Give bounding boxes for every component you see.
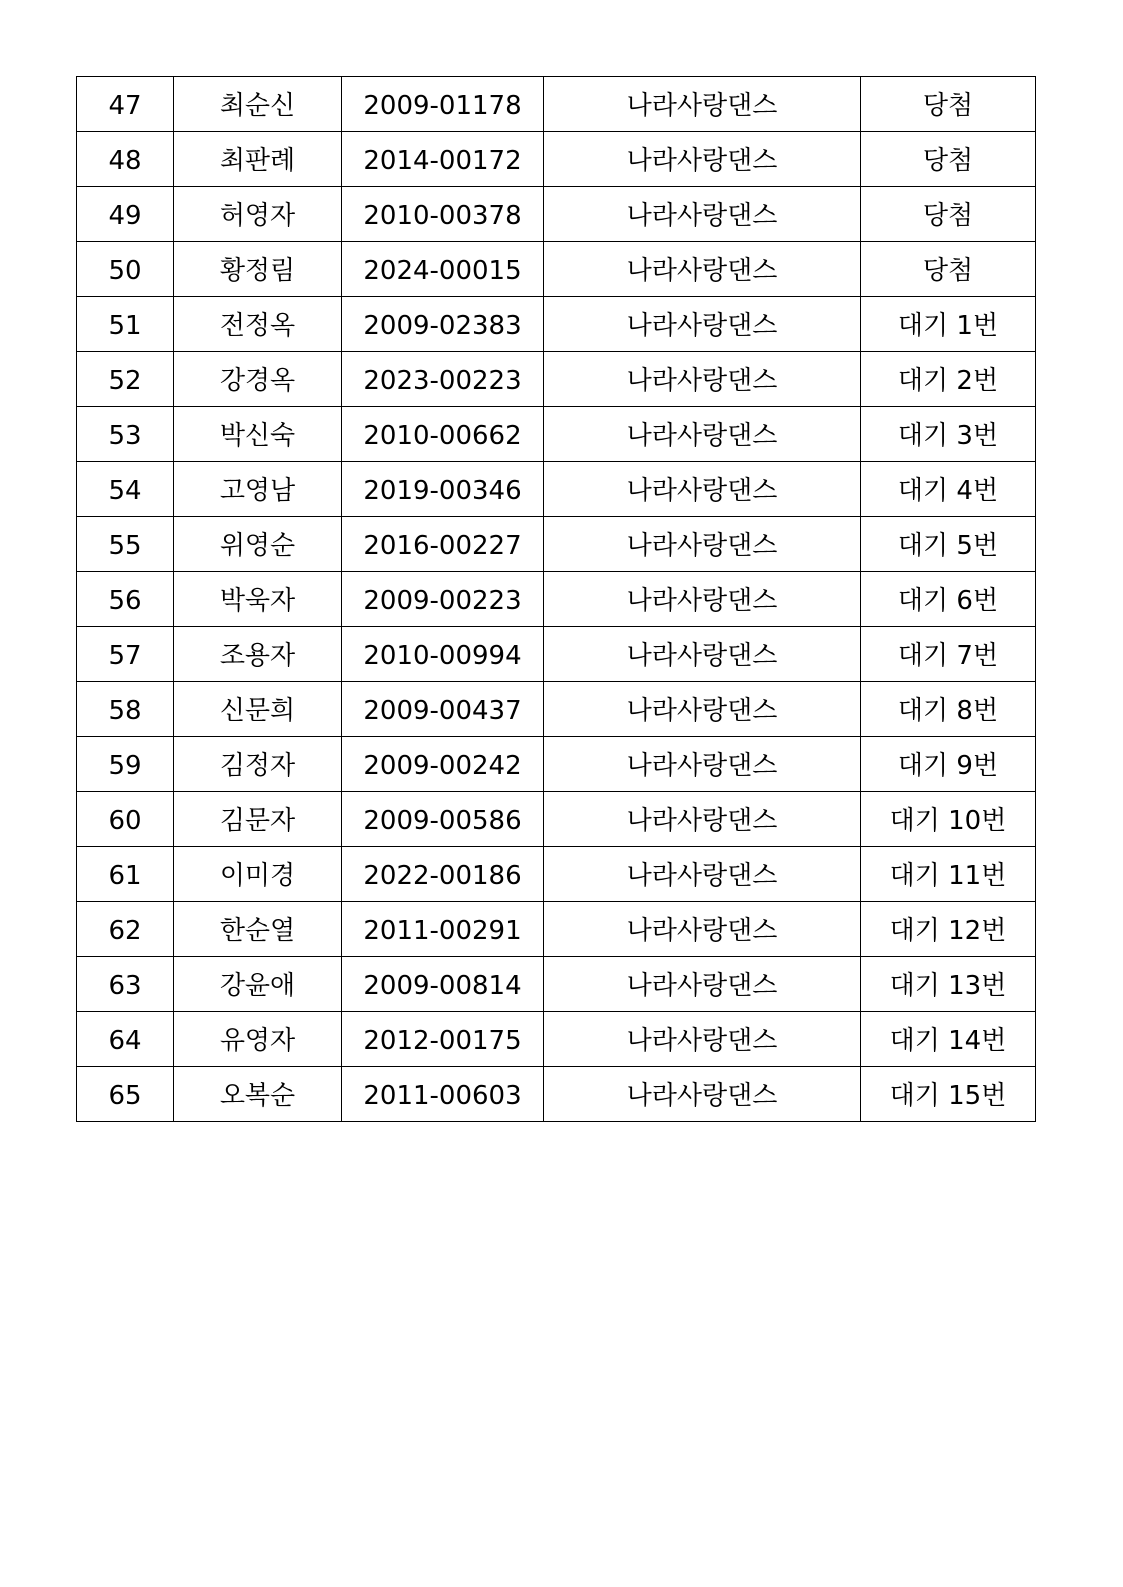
row-number-cell: 63 (77, 957, 174, 1012)
member-id-cell: 2010-00378 (342, 187, 544, 242)
member-id-cell: 2009-00814 (342, 957, 544, 1012)
row-number-cell: 65 (77, 1067, 174, 1122)
row-number-cell: 64 (77, 1012, 174, 1067)
applicant-name-cell: 강윤애 (174, 957, 342, 1012)
applicant-name-cell: 김정자 (174, 737, 342, 792)
member-id-cell: 2014-00172 (342, 132, 544, 187)
applicant-name-cell: 오복순 (174, 1067, 342, 1122)
row-number-cell: 57 (77, 627, 174, 682)
program-name-cell: 나라사랑댄스 (544, 352, 861, 407)
draw-result-cell: 대기 7번 (861, 627, 1036, 682)
table-row (77, 737, 1036, 792)
draw-result-cell: 대기 6번 (861, 572, 1036, 627)
program-name-cell: 나라사랑댄스 (544, 1012, 861, 1067)
program-name-cell: 나라사랑댄스 (544, 187, 861, 242)
table-body (77, 77, 1036, 1122)
applicant-name-cell: 전정옥 (174, 297, 342, 352)
member-id-cell: 2011-00291 (342, 902, 544, 957)
applicant-name-cell: 박신숙 (174, 407, 342, 462)
program-name-cell: 나라사랑댄스 (544, 572, 861, 627)
draw-result-cell: 대기 3번 (861, 407, 1036, 462)
row-number-cell: 60 (77, 792, 174, 847)
table-row (77, 187, 1036, 242)
row-number-cell: 55 (77, 517, 174, 572)
program-name-cell: 나라사랑댄스 (544, 517, 861, 572)
table-row (77, 627, 1036, 682)
program-name-cell: 나라사랑댄스 (544, 462, 861, 517)
table-row (77, 297, 1036, 352)
applicant-name-cell: 박욱자 (174, 572, 342, 627)
draw-result-cell: 대기 12번 (861, 902, 1036, 957)
member-id-cell: 2024-00015 (342, 242, 544, 297)
applicant-name-cell: 허영자 (174, 187, 342, 242)
table-row (77, 77, 1036, 132)
table-row (77, 462, 1036, 517)
applicant-name-cell: 이미경 (174, 847, 342, 902)
draw-result-cell: 당첨 (861, 187, 1036, 242)
member-id-cell: 2009-00586 (342, 792, 544, 847)
row-number-cell: 61 (77, 847, 174, 902)
draw-result-cell: 대기 15번 (861, 1067, 1036, 1122)
applicant-name-cell: 김문자 (174, 792, 342, 847)
draw-result-cell: 대기 8번 (861, 682, 1036, 737)
draw-result-cell: 당첨 (861, 77, 1036, 132)
program-name-cell: 나라사랑댄스 (544, 737, 861, 792)
member-id-cell: 2010-00662 (342, 407, 544, 462)
row-number-cell: 49 (77, 187, 174, 242)
draw-result-cell: 대기 14번 (861, 1012, 1036, 1067)
program-name-cell: 나라사랑댄스 (544, 242, 861, 297)
row-number-cell: 47 (77, 77, 174, 132)
program-name-cell: 나라사랑댄스 (544, 847, 861, 902)
draw-result-cell: 당첨 (861, 242, 1036, 297)
member-id-cell: 2012-00175 (342, 1012, 544, 1067)
applicant-name-cell: 신문희 (174, 682, 342, 737)
program-name-cell: 나라사랑댄스 (544, 132, 861, 187)
member-id-cell: 2019-00346 (342, 462, 544, 517)
draw-result-cell: 대기 1번 (861, 297, 1036, 352)
draw-result-cell: 대기 13번 (861, 957, 1036, 1012)
program-name-cell: 나라사랑댄스 (544, 1067, 861, 1122)
row-number-cell: 58 (77, 682, 174, 737)
member-id-cell: 2010-00994 (342, 627, 544, 682)
lottery-result-table (76, 76, 1036, 1122)
table-row (77, 792, 1036, 847)
row-number-cell: 53 (77, 407, 174, 462)
table-row (77, 902, 1036, 957)
member-id-cell: 2009-01178 (342, 77, 544, 132)
member-id-cell: 2009-00437 (342, 682, 544, 737)
applicant-name-cell: 위영순 (174, 517, 342, 572)
table-row (77, 1012, 1036, 1067)
row-number-cell: 56 (77, 572, 174, 627)
row-number-cell: 54 (77, 462, 174, 517)
table-row (77, 847, 1036, 902)
row-number-cell: 50 (77, 242, 174, 297)
applicant-name-cell: 조용자 (174, 627, 342, 682)
table-row (77, 242, 1036, 297)
table-row (77, 957, 1036, 1012)
table-row (77, 1067, 1036, 1122)
applicant-name-cell: 한순열 (174, 902, 342, 957)
draw-result-cell: 대기 2번 (861, 352, 1036, 407)
program-name-cell: 나라사랑댄스 (544, 682, 861, 737)
member-id-cell: 2023-00223 (342, 352, 544, 407)
draw-result-cell: 대기 5번 (861, 517, 1036, 572)
row-number-cell: 52 (77, 352, 174, 407)
member-id-cell: 2009-00223 (342, 572, 544, 627)
applicant-name-cell: 강경옥 (174, 352, 342, 407)
applicant-name-cell: 유영자 (174, 1012, 342, 1067)
row-number-cell: 48 (77, 132, 174, 187)
member-id-cell: 2009-00242 (342, 737, 544, 792)
table-row (77, 352, 1036, 407)
program-name-cell: 나라사랑댄스 (544, 957, 861, 1012)
program-name-cell: 나라사랑댄스 (544, 792, 861, 847)
draw-result-cell: 대기 11번 (861, 847, 1036, 902)
member-id-cell: 2022-00186 (342, 847, 544, 902)
draw-result-cell: 대기 10번 (861, 792, 1036, 847)
member-id-cell: 2011-00603 (342, 1067, 544, 1122)
draw-result-cell: 대기 4번 (861, 462, 1036, 517)
member-id-cell: 2016-00227 (342, 517, 544, 572)
program-name-cell: 나라사랑댄스 (544, 407, 861, 462)
member-id-cell: 2009-02383 (342, 297, 544, 352)
applicant-name-cell: 최판례 (174, 132, 342, 187)
applicant-name-cell: 최순신 (174, 77, 342, 132)
table-row (77, 407, 1036, 462)
program-name-cell: 나라사랑댄스 (544, 627, 861, 682)
table-row (77, 132, 1036, 187)
draw-result-cell: 대기 9번 (861, 737, 1036, 792)
program-name-cell: 나라사랑댄스 (544, 297, 861, 352)
program-name-cell: 나라사랑댄스 (544, 77, 861, 132)
row-number-cell: 51 (77, 297, 174, 352)
row-number-cell: 62 (77, 902, 174, 957)
program-name-cell: 나라사랑댄스 (544, 902, 861, 957)
applicant-name-cell: 고영남 (174, 462, 342, 517)
applicant-name-cell: 황정림 (174, 242, 342, 297)
row-number-cell: 59 (77, 737, 174, 792)
table-row (77, 517, 1036, 572)
table-row (77, 682, 1036, 737)
draw-result-cell: 당첨 (861, 132, 1036, 187)
table-row (77, 572, 1036, 627)
